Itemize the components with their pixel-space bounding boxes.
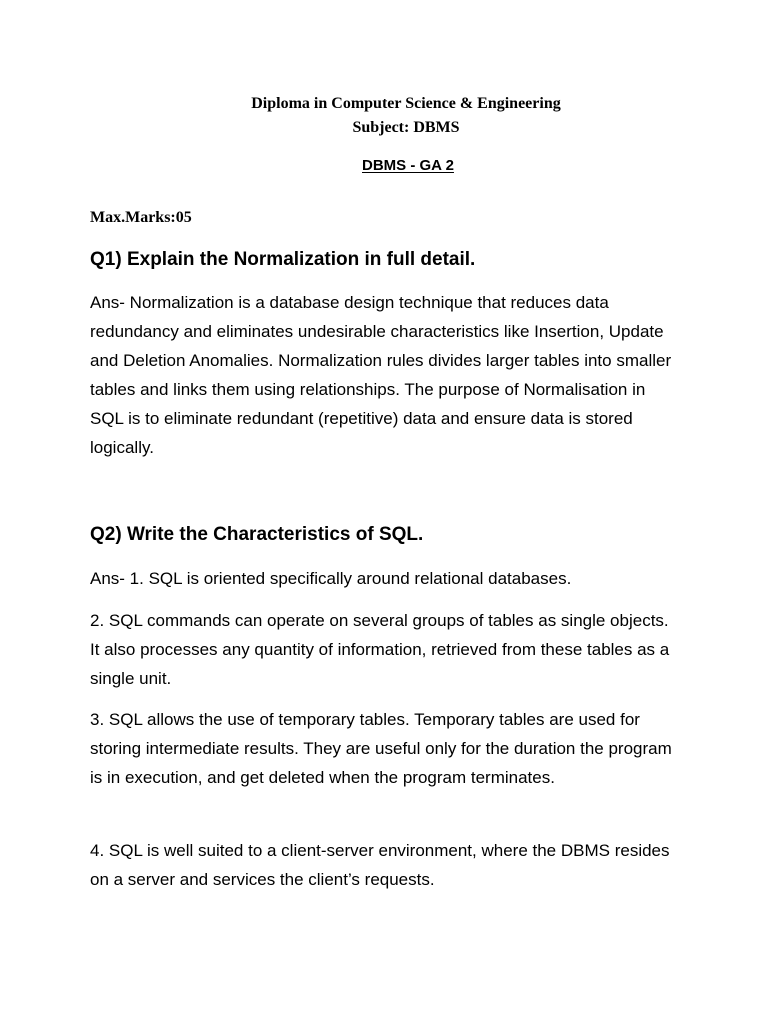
institution-title: Diploma in Computer Science & Engineering	[251, 95, 561, 112]
question-2-answer-point-1: Ans- 1. SQL is oriented specifically around relational databases.	[90, 569, 572, 588]
question-1-answer: Ans- Normalization is a database design technique that reduces data redundancy and eliminates undesirable characteristics like Insertion, Update and Deletion Anomalies. Normalization rules divides larger tables into smaller tables and links them using relationships. The purpose of Normalisation in SQL is to eliminate redundant (repetitive) data and ensure data is stored logically.	[90, 293, 672, 457]
subject-line: Subject: DBMS	[352, 119, 460, 136]
max-marks: Max.Marks:05	[90, 209, 192, 226]
assignment-title: DBMS - GA 2	[362, 157, 454, 174]
question-2-title: Q2) Write the Characteristics of SQL.	[90, 524, 424, 545]
question-1-title: Q1) Explain the Normalization in full detail.	[90, 249, 476, 270]
question-2-answer-point-2: 2. SQL commands can operate on several groups of tables as single objects. It also processes any quantity of information, retrieved from these tables as a single unit.	[90, 611, 670, 688]
question-2-answer-point-4: 4. SQL is well suited to a client-server environment, where the DBMS resides on a server and services the client’s requests.	[90, 841, 670, 889]
question-2-answer-point-3: 3. SQL allows the use of temporary tables. Temporary tables are used for storing intermediate results. They are useful only for the duration the program is in execution, and get deleted when the program terminates.	[90, 710, 672, 787]
